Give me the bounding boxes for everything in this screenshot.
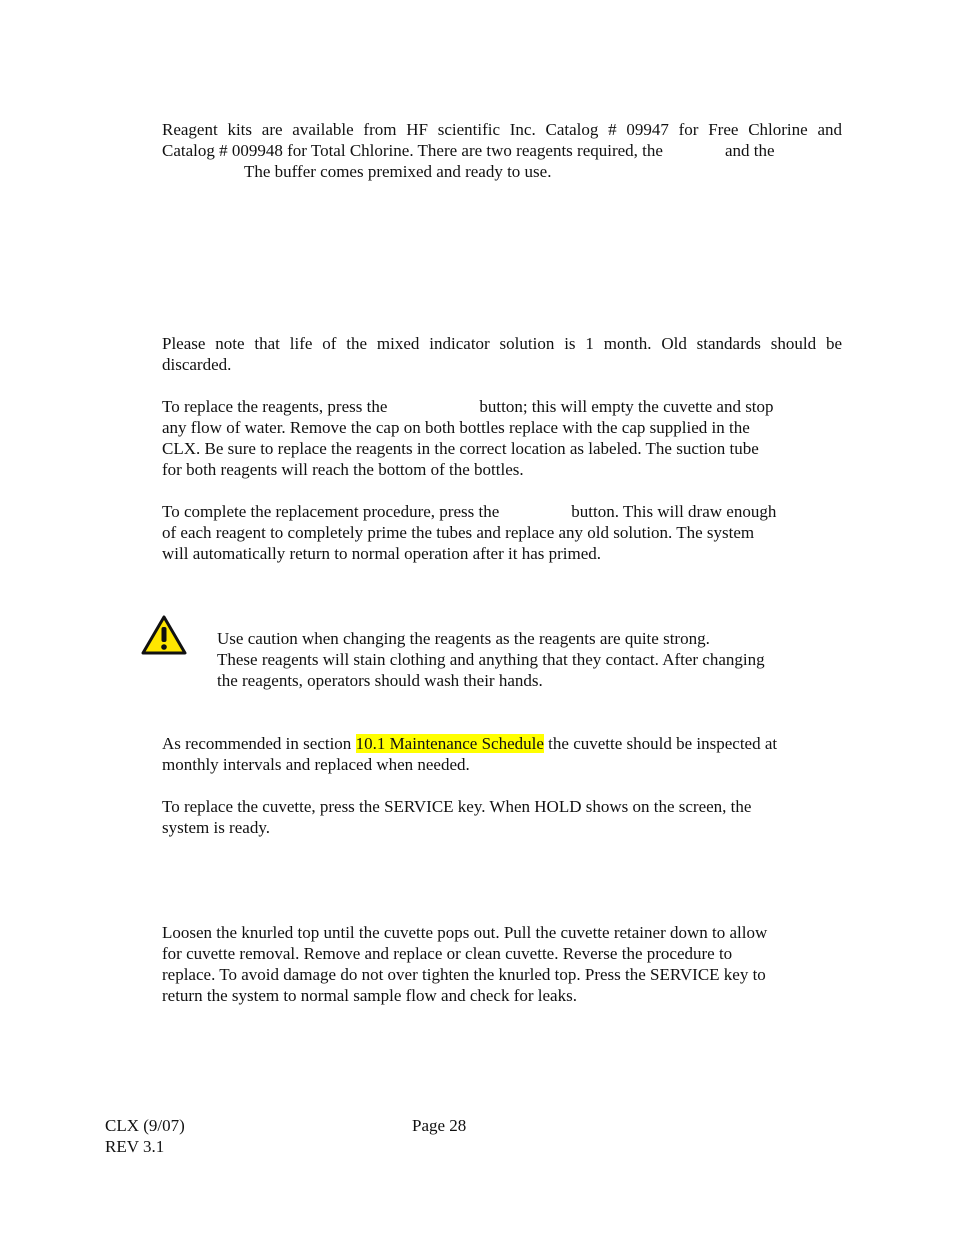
- complete-replacement-paragraph: [162, 501, 842, 564]
- complete-replacement-line-1: To complete the replacement procedure, press the button. This will draw enough: [162, 502, 777, 521]
- reagent-kits-line-2: [162, 140, 842, 161]
- replace-cuvette-paragraph: [162, 796, 842, 838]
- reagent-kits-line-1: Reagent kits are available from HF scientific Inc. Catalog # 09947 for Free Chlorine and: [162, 120, 842, 139]
- caution-line-1: Use caution when changing the reagents as the reagents are quite strong.: [217, 629, 710, 648]
- reagent-kits-line-2a: Catalog # 009948 for Total Chlorine. There are two reagents required, the: [162, 141, 663, 160]
- life-note-line-1: Please note that life of the mixed indicator solution is 1 month. Old standards should be: [162, 334, 842, 353]
- cuvette-inspection-paragraph: [162, 733, 842, 775]
- loosen-line-3: replace. To avoid damage do not over tighten the knurled top. Press the SERVICE key to: [162, 965, 766, 984]
- maintenance-schedule-link[interactable]: 10.1 Maintenance Schedule: [355, 734, 544, 753]
- caution-paragraph: [217, 628, 842, 691]
- footer-doc-id: CLX (9/07): [105, 1116, 185, 1135]
- loosen-line-4: return the system to normal sample flow and check for leaks.: [162, 986, 577, 1005]
- replace-reagents-line-2: any flow of water. Remove the cap on both bottles replace with the cap supplied in the: [162, 418, 750, 437]
- warning-triangle-icon: [140, 614, 188, 656]
- replace-reagents-line-1: To replace the reagents, press the button; this will empty the cuvette and stop: [162, 397, 774, 416]
- footer-doc-info: [105, 1115, 185, 1157]
- reagent-kits-line-3: The buffer comes premixed and ready to use.: [244, 162, 552, 181]
- footer-page-number: Page 28: [412, 1116, 467, 1135]
- loosen-paragraph: [162, 922, 842, 1006]
- caution-line-2: These reagents will stain clothing and anything that they contact. After changing: [217, 650, 765, 669]
- replace-reagents-line-3: CLX. Be sure to replace the reagents in the correct location as labeled. The suction tube: [162, 439, 759, 458]
- caution-line-3: the reagents, operators should wash their hands.: [217, 671, 543, 690]
- footer-revision: REV 3.1: [105, 1137, 165, 1156]
- cuvette-inspection-line-2: monthly intervals and replaced when needed.: [162, 755, 470, 774]
- complete-replacement-line-3: will automatically return to normal operation after it has primed.: [162, 544, 602, 563]
- life-note-line-2: discarded.: [162, 355, 232, 374]
- replace-cuvette-line-1: To replace the cuvette, press the SERVICE key. When HOLD shows on the screen, the: [162, 797, 752, 816]
- replace-cuvette-line-2: system is ready.: [162, 818, 270, 837]
- complete-replacement-line-2: of each reagent to completely prime the tubes and replace any old solution. The system: [162, 523, 755, 542]
- replace-reagents-line-4: for both reagents will reach the bottom of the bottles.: [162, 460, 524, 479]
- loosen-line-2: for cuvette removal. Remove and replace or clean cuvette. Reverse the procedure to: [162, 944, 733, 963]
- replace-reagents-paragraph: [162, 396, 842, 480]
- reagent-kits-paragraph: [162, 119, 842, 182]
- loosen-line-1: Loosen the knurled top until the cuvette pops out. Pull the cuvette retainer down to allow: [162, 923, 768, 942]
- cuvette-inspection-line-1: As recommended in section 10.1 Maintenance Schedule the cuvette should be inspected at: [162, 734, 778, 753]
- reagent-kits-line-2b: and the: [724, 141, 775, 160]
- life-note-paragraph: [162, 333, 842, 375]
